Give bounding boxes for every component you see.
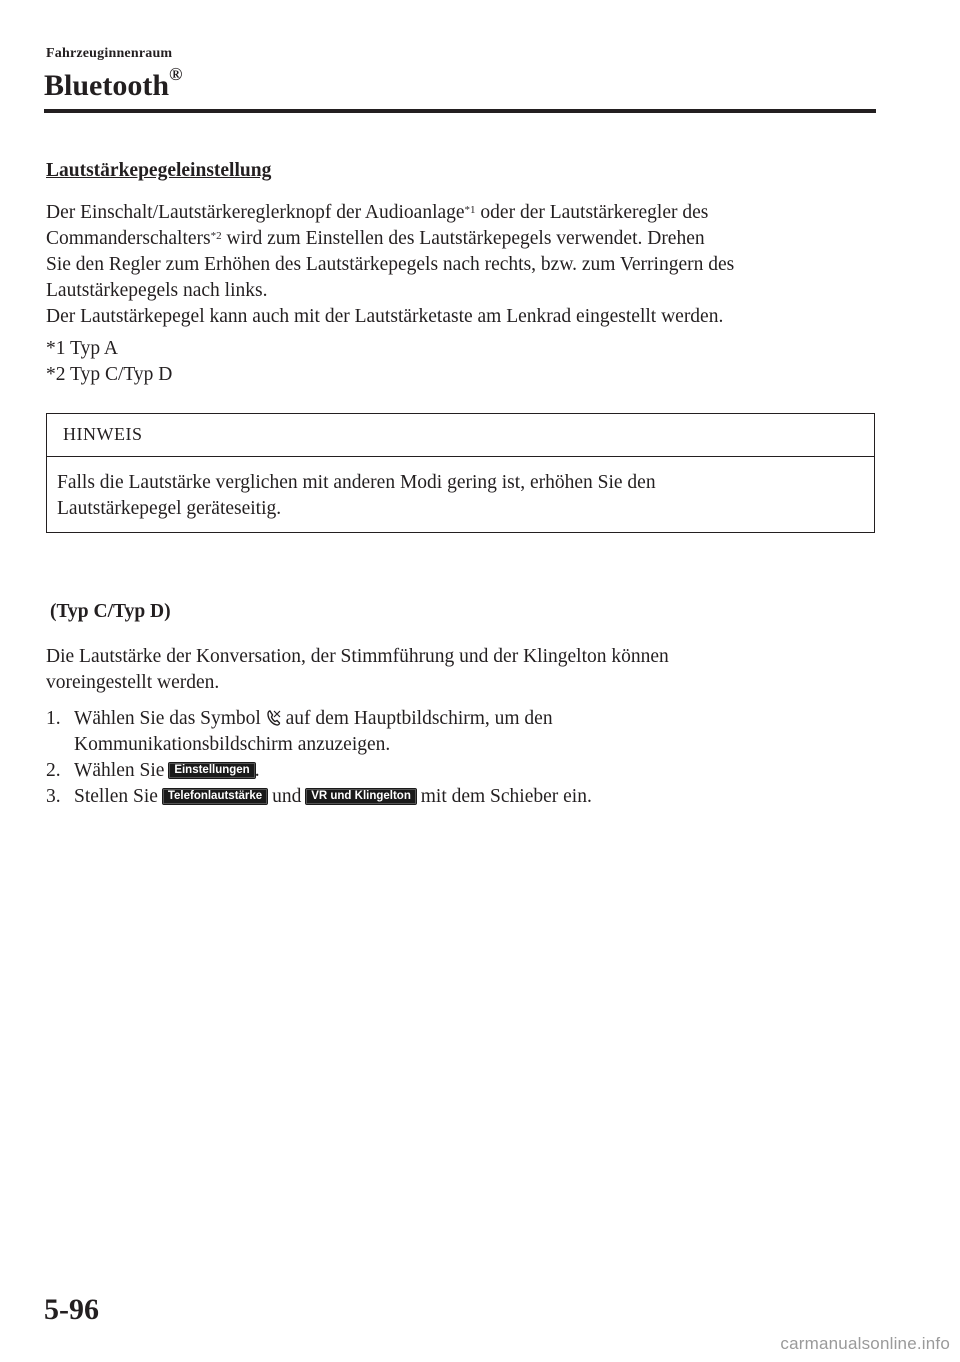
- telefonlautstaerke-button-image: Telefonlautstärke: [163, 789, 267, 804]
- typ-heading: (Typ C/Typ D): [50, 601, 171, 622]
- footnote-ref-2: *2: [210, 230, 222, 242]
- volume-paragraph: Der Einschalt/Lautstärkereglerknopf der Audioanlage$^{*1}$ oder der Lautstärkeregler des Commanderschalters$^{*2}$ wird zum Einstellen des Lautstärkepegels verwendet. Drehen Sie den Regler zum Erhöhen des Lautstärkepegels nach rechts, bzw. zum Verringern des Lautstärkepegels nach links. Der Lautstärkepegel kann auch mit der Lautstärketaste am Lenkrad eingestellt werden.: [46, 202, 735, 327]
- note-text: Falls die Lautstärke verglichen mit anderen Modi gering ist, erhöhen Sie den Lautstärkepegel geräteseitig.: [57, 472, 656, 519]
- watermark: carmanualsonline.info: [780, 1334, 950, 1353]
- phone-icon: [266, 709, 281, 727]
- section-label: Fahrzeuginnenraum: [46, 46, 173, 61]
- typ-paragraph: Die Lautstärke der Konversation, der Stimmführung und der Klingelton können voreingestellt werden.: [46, 646, 669, 693]
- steps-list: [46, 706, 876, 810]
- footnote-ref-1: *1: [464, 204, 476, 216]
- einstellungen-button-image: Einstellungen: [169, 763, 254, 778]
- footnotes: [46, 336, 876, 388]
- header-rule: [44, 109, 876, 113]
- note-title: HINWEIS: [63, 424, 143, 444]
- footnote-1: *1 Typ A: [46, 338, 118, 359]
- page-number: 5-96: [44, 1293, 99, 1326]
- list-item: 3. Stellen Sie Telefonlautstärke und VR und Klingelton mit dem Schieber ein.: [46, 786, 592, 807]
- note-box: [46, 413, 875, 533]
- vr-klingelton-button-image: VR und Klingelton: [306, 789, 416, 804]
- page-title: Bluetooth®: [44, 64, 183, 102]
- note-header: [47, 414, 874, 457]
- volume-heading: Lautstärkepegeleinstellung: [46, 160, 272, 181]
- footnote-2: *2 Typ C/Typ D: [46, 364, 173, 385]
- list-item: 1. Wählen Sie das Symbol auf dem Hauptbildschirm, um den Kommunikationsbildschirm anzuzeigen.: [46, 708, 553, 755]
- list-item: 2. Wählen Sie Einstellungen .: [46, 760, 260, 781]
